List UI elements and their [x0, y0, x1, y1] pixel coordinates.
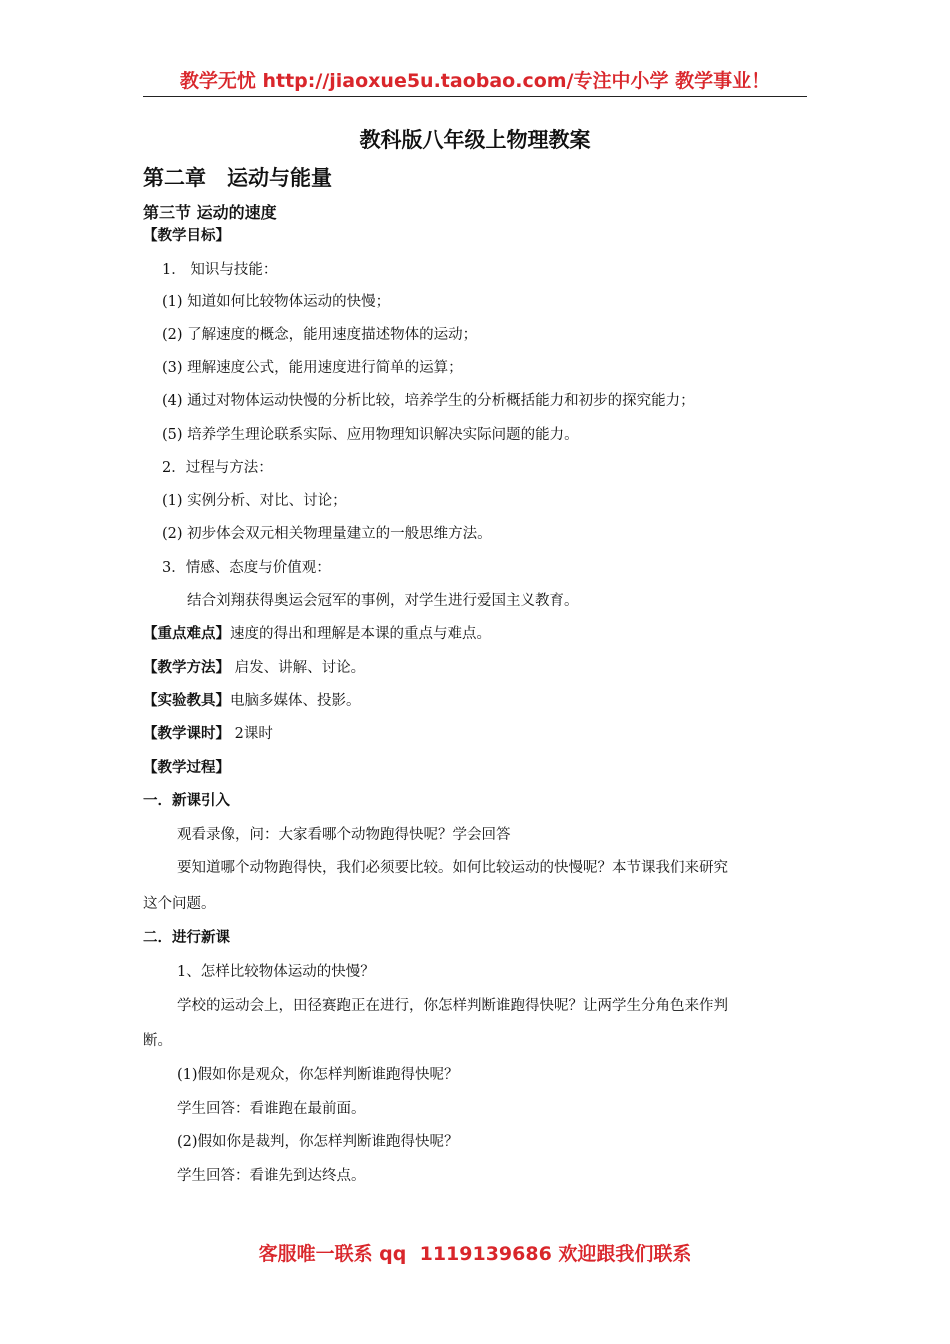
- new-lesson-question: 1、怎样比较物体运动的快慢？: [177, 964, 375, 980]
- process-item-2: (2) 初步体会双元相关物理量建立的一般思维方法。: [162, 526, 492, 542]
- attitude-item-1: 结合刘翔获得奥运会冠军的事例，对学生进行爱国主义教育。: [187, 593, 579, 609]
- knowledge-item-5: (5) 培养学生理论联系实际、应用物理知识解决实际问题的能力。: [162, 427, 579, 443]
- intro-paragraph-2a: 要知道哪个动物跑得快，我们必须要比较。如何比较运动的快慢呢？本节课我们来研究: [177, 860, 728, 876]
- referee-question: (2)假如你是裁判，你怎样判断谁跑得快呢？: [177, 1134, 459, 1150]
- audience-answer: 学生回答：看谁跑在最前面。: [177, 1101, 366, 1117]
- intro-title: 一．新课引入: [143, 793, 230, 809]
- attitude-title: 3．情感、态度与价值观：: [162, 560, 331, 576]
- method-row: [143, 658, 365, 678]
- intro-paragraph-2b: 这个问题。: [143, 896, 216, 912]
- key-points-value: 速度的得出和理解是本课的重点与难点。: [230, 626, 491, 642]
- chapter-heading: 第二章 运动与能量: [143, 166, 332, 190]
- hours-value: 2课时: [230, 726, 273, 742]
- new-lesson-title: 二．进行新课: [143, 930, 230, 946]
- new-lesson-paragraph-a: 学校的运动会上，田径赛跑正在进行，你怎样判断谁跑得快呢？让两学生分角色来作判: [177, 998, 728, 1014]
- method-value: 启发、讲解、讨论。: [230, 660, 366, 676]
- document-title: 教科版八年级上物理教案: [359, 128, 591, 152]
- key-points-row: [143, 624, 491, 644]
- header-divider: [143, 96, 807, 97]
- tools-value: 电脑多媒体、投影。: [230, 693, 361, 709]
- process-heading: 【教学过程】: [143, 760, 230, 776]
- hours-label: 【教学课时】: [143, 726, 230, 742]
- section-heading: 第三节 运动的速度: [143, 203, 277, 222]
- new-lesson-paragraph-b: 断。: [143, 1033, 172, 1049]
- knowledge-item-2: (2) 了解速度的概念，能用速度描述物体的运动；: [162, 327, 478, 343]
- tools-label: 【实验教具】: [143, 693, 230, 709]
- intro-paragraph-1: 观看录像，问：大家看哪个动物跑得快呢？学会回答: [177, 827, 511, 843]
- knowledge-title: 1． 知识与技能：: [162, 262, 278, 278]
- tools-row: [143, 691, 361, 711]
- referee-answer: 学生回答：看谁先到达终点。: [177, 1168, 366, 1184]
- audience-question: (1)假如你是观众，你怎样判断谁跑得快呢？: [177, 1067, 459, 1083]
- knowledge-item-3: (3) 理解速度公式，能用速度进行简单的运算；: [162, 360, 463, 376]
- footer-contact: 客服唯一联系 qq 1119139686 欢迎跟我们联系: [258, 1243, 692, 1265]
- method-label: 【教学方法】: [143, 660, 230, 676]
- goals-heading: 【教学目标】: [143, 228, 230, 244]
- process-item-1: (1) 实例分析、对比、讨论；: [162, 493, 347, 509]
- process-method-title: 2．过程与方法：: [162, 460, 273, 476]
- knowledge-item-4: (4) 通过对物体运动快慢的分析比较，培养学生的分析概括能力和初步的探究能力；: [162, 393, 695, 409]
- header-banner: 教学无忧 http://jiaoxue5u.taobao.com/专注中小学 教学事业！: [179, 70, 771, 92]
- key-points-label: 【重点难点】: [143, 626, 230, 642]
- knowledge-item-1: (1) 知道如何比较物体运动的快慢；: [162, 294, 391, 310]
- hours-row: [143, 724, 273, 744]
